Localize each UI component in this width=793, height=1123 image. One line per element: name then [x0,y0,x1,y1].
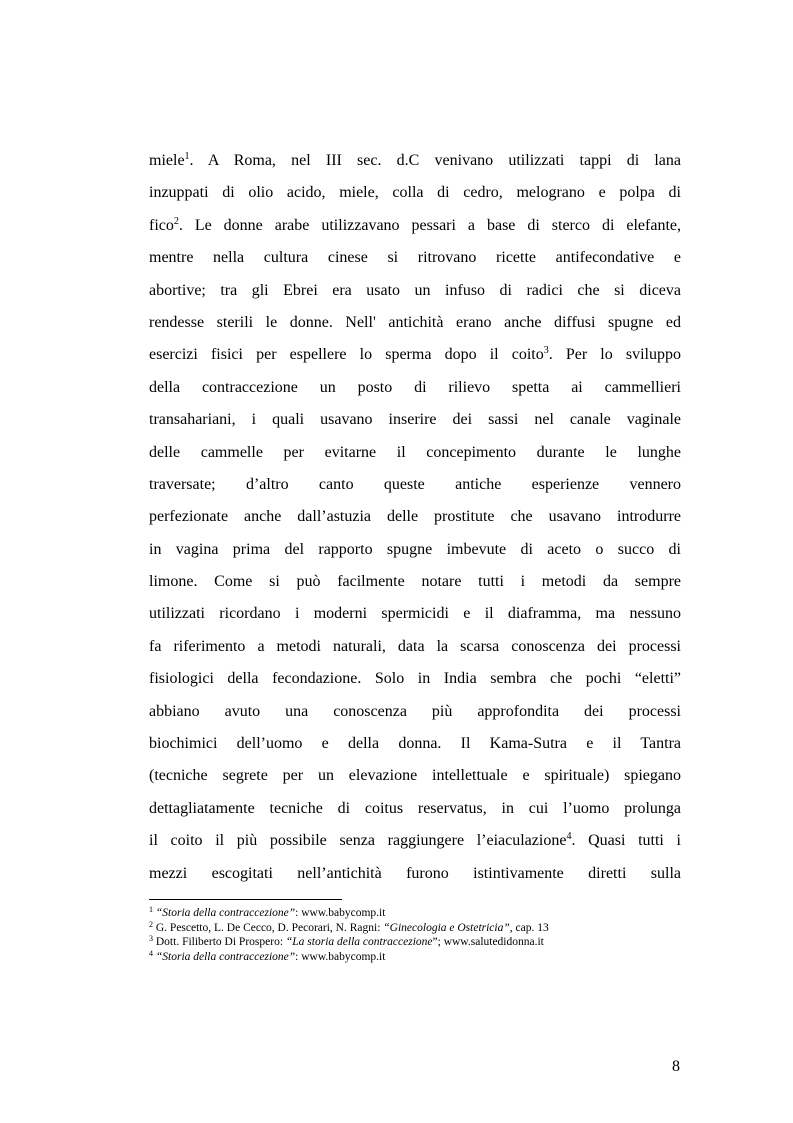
text-line: biochimici dell’uomo e della donna. Il Kama-Sutra e il Tantra [149,735,681,753]
text-line: fisiologici della fecondazione. Solo in India sembra che pochi “eletti” [149,670,681,688]
text-line: rendesse sterili le donne. Nell' antichità erano anche diffusi spugne ed [149,313,681,331]
text-line: perfezionate anche dall’astuzia delle prostitute che usavano introdurre [149,508,681,526]
text-line: mentre nella cultura cinese si ritrovano ricette antifecondative e [149,249,681,267]
text-line: esercizi fisici per espellere lo sperma dopo il coito$^3$. Per lo sviluppo [149,345,682,364]
text-line: fa riferimento a metodi naturali, data la scarsa conoscenza dei processi [149,637,681,655]
footnote-ref[interactable]: 3 [543,345,549,357]
text-line: miele$^1$. A Roma, nel III sec. d.C venivano utilizzati tappi di lana [149,151,681,169]
footnote-separator [149,899,342,900]
text-line: della contraccezione un posto di rilievo spetta ai cammellieri [149,378,681,396]
footnote-ref[interactable]: 2 [173,215,179,227]
text-line: inzuppati di olio acido, miele, colla di cedro, melograno e polpa di [149,184,681,202]
text-line: traversate; d’altro canto queste antiche esperienze vennero [149,475,681,493]
text-line: il coito il più possibile senza raggiungere l’eiaculazione$^4$. Quasi tutti i [149,831,681,850]
body-text [149,145,681,890]
text-line: utilizzati ricordano i moderni spermicidi e il diaframma, ma nessuno [149,605,681,623]
footnote: $^1$ “Storia della contraccezione”: www.babycomp.it [149,905,386,919]
text-line: (tecniche segrete per un elevazione intellettuale e spirituale) spiegano [149,767,681,785]
text-line: abbiano avuto una conoscenza più approfondita dei processi [149,702,681,720]
page-number: 8 [672,1058,680,1075]
text-line: dettagliatamente tecniche di coitus reservatus, in cui l’uomo prolunga [149,799,681,817]
text-line: in vagina prima del rapporto spugne imbevute di aceto o succo di [149,540,681,558]
footnote: $^4$ “Storia della contraccezione”: www.babycomp.it [149,948,386,963]
footnote: $^3$ Dott. Filiberto Di Prospero: “La storia della contraccezione”; www.salutedidonna.it [149,934,544,948]
text-line: abortive; tra gli Ebrei era usato un infuso di radici che si diceva [149,281,681,299]
text-line: transahariani, i quali usavano inserire dei sassi nel canale vaginale [149,411,681,429]
footnotes [149,906,681,964]
text-line: limone. Come si può facilmente notare tutti i metodi da sempre [149,573,681,591]
footnote-ref[interactable]: 4 [566,831,572,843]
footnote-ref[interactable]: 1 [184,151,190,162]
text-line: fico$^2$. Le donne arabe utilizzavano pessari a base di sterco di elefante, [149,215,681,234]
footnote: $^2$ G. Pescetto, L. De Cecco, D. Pecorari, N. Ragni: “Ginecologia e Ostetricia”, cap. 13 [149,919,549,934]
text-line: delle cammelle per evitarne il concepimento durante le lunghe [149,443,681,461]
text-line: mezzi escogitati nell’antichità furono istintivamente diretti sulla [149,864,681,882]
